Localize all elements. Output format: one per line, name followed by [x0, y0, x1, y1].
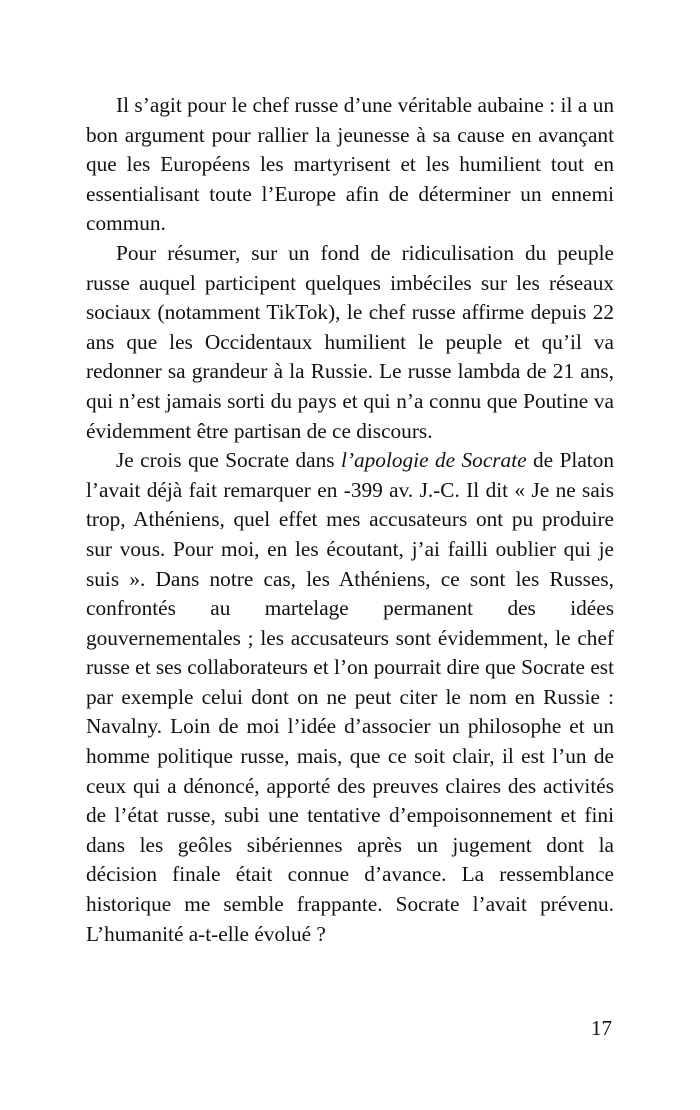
page-number: 17	[591, 1016, 612, 1040]
paragraph-2: Pour résumer, sur un fond de ridiculisation du peuple russe auquel participent quelques imbéciles sur les réseaux sociaux (notamment TikTok), le chef russe affirme depuis 22 ans que les Occidentaux humilient le peuple et qu’il va redonner sa grandeur à la Russie. Le russe lambda de 21 ans, qui n’est jamais sorti du pays et qui n’a connu que Poutine va évidemment être partisan de ce discours.	[86, 240, 614, 443]
paragraph-1: Il s’agit pour le chef russe d’une véritable aubaine : il a un bon argument pour rallier la jeunesse à sa cause en avançant que les Européens les martyrisent et les humilient tout en essentialisant toute l’Europe afin de déterminer un ennemi commun.	[86, 93, 614, 236]
paragraph-3	[86, 446, 614, 949]
body-text	[86, 91, 614, 949]
paragraph-3-rest: de Platon l’avait déjà fait remarquer en -399 av. J.-C. Il dit « Je ne sais trop, Athéniens, quel effet mes accusateurs ont pu produire sur vous. Pour moi, en les écoutant, j’ai failli oublier qui je suis ». Dans notre cas, les Athéniens, ce sont les Russes, confrontés au martelage permanent des idées gouvernementales ; les accusateurs sont évidemment, le chef russe et ses collaborateurs et l’on pourrait dire que Socrate est par exemple celui dont on ne peut citer le nom en Russie : Navalny. Loin de moi l’idée d’associer un philosophe et un homme politique russe, mais, que ce soit clair, il est l’un de ceux qui a dénoncé, apporté des preuves claires des activités de l’état russe, subi une tentative d’empoisonnement et fini dans les geôles sibériennes après un jugement dont la décision finale était connue d’avance. La ressemblance historique me semble frappante. Socrate l’avait prévenu. L’humanité a-t-elle évolué ?	[86, 448, 615, 946]
paragraph-3-intro: Je crois que Socrate dans	[116, 448, 341, 473]
book-title-apologie: l’apologie de Socrate	[341, 448, 527, 473]
